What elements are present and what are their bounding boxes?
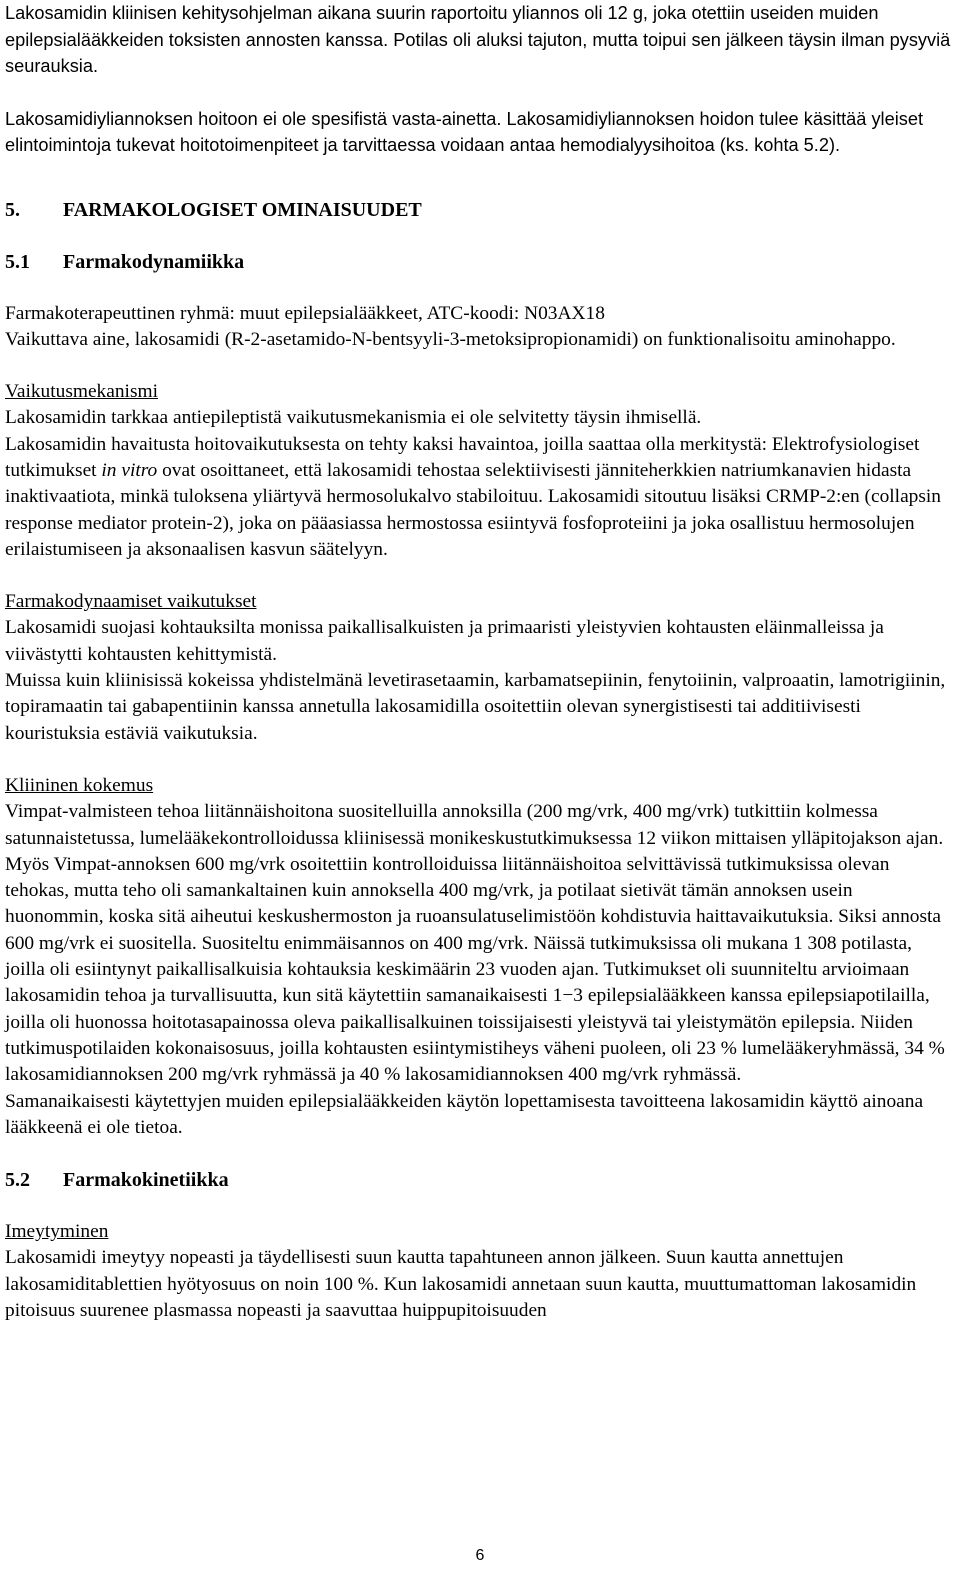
page-number: 6 [475,1547,485,1564]
section-title: Farmakokinetiikka [63,1169,229,1192]
mechanism-text-b: ovat osoittaneet, että lakosamidi tehostaa selektiivisesti jänniteherkkien natriumkanavien hidasta inaktivaatiota, minkä tuloksena yliärtyvä hermosolukalvo stabiloituu. Lakosamidi sitoutuu lisäksi CRMP-2:en (collapsin response mediator protein-2), joka on pääasiassa hermostossa esiintyvä fosfoproteiini ja joka osallistuu hermosolujen erilaistumiseen ja aksonaalisen kasvun säätelyyn. [5,459,942,560]
absorption-paragraph: Lakosamidi imeytyy nopeasti ja täydellisesti suun kautta tapahtuneen annon jälkeen. Suun kautta annettujen lakosamiditablettien hyötyosuus on noin 100 %. Kun lakosamidi annetaan suun kautta, muuttumattoman lakosamidin pitoisuus suurenee plasmassa nopeasti ja saavuttaa huippupitoisuuden [5,1247,917,1321]
mechanism-paragraph-1: Lakosamidin tarkkaa antiepileptistä vaikutusmekanismia ei ole selvitetty täysin ihmisellä. [5,407,702,429]
mechanism-text-a: Lakosamidin havaitusta hoitovaikutuksesta on tehty kaksi havaintoa, joilla saattaa olla merkitystä: Elektrofysiologiset tutkimukset [5,433,920,481]
section-5-heading [5,197,955,223]
clinical-paragraph-1: Vimpat-valmisteen tehoa liitännäishoitona suositelluilla annoksilla (200 mg/vrk, 400 mg/vrk) tutkittiin kolmessa satunnaistetussa, lumelääkekontrolloidussa kliinisessä monikeskustutkimuksessa 12 viikon mittaisen ylläpitojakson ajan. Myös Vimpat-annoksen 600 mg/vrk osoitettiin kontrolloiduissa liitännäishoitoa selvittävissä tutkimuksissa olevan tehokas, mutta teho oli samankaltainen kuin annoksella 400 mg/vrk, ja potilaat sietivät tämän annoksen usein huonommin, koska sitä aiheutui keskushermoston ja ruoansulatuselimistöön kohdistuvia haittavaikutuksia. Siksi annosta 600 mg/vrk ei suositella. Suositeltu enimmäisannos on 400 mg/vrk. Näissä tutkimuksissa oli mukana 1 308 potilasta, joilla oli esiintynyt paikallisalkuisia kohtauksia keskimäärin 23 vuoden ajan. Tutkimukset oli suunniteltu arvioimaan lakosamidin tehoa ja turvallisuutta, kun sitä käytettiin samanaikaisesti 1−3 epilepsialääkkeen kanssa epilepsiapotilailla, joilla oli huonossa hoitotasapainossa oleva paikallisalkuinen toissijaisesti yleistyvä tai yleistymätön epilepsia. Niiden tutkimuspotilaiden kokonaisosuus, joilla kohtausten esiintymistiheys väheni puoleen, oli 23 % lumelääkeryhmässä, 34 % lakosamidiannoksen 200 mg/vrk ryhmässä ja 40 % lakosamidiannoksen 400 mg/vrk ryhmässä. [5,801,945,1086]
pd-effects-paragraph-2: Muissa kuin kliinisissä kokeissa yhdistelmänä levetirasetaamin, karbamatsepiinin, fenytoiinin, valproaatin, lamotrigiinin, topiramaatin tai gabapentiinin kanssa annetulla lakosamidilla osoitettiin olevan synergistisesti tai additiivisesti kouristuksia estäviä vaikutuksia. [5,670,946,744]
section-title: Farmakodynamiikka [63,250,245,273]
clinical-paragraph-2: Samanaikaisesti käytettyjen muiden epilepsialääkkeiden käytön lopettamisesta tavoitteena lakosamidin käyttö ainoana lääkkeenä ei ole tietoa. [5,1090,924,1138]
section-number: 5.2 [5,1169,30,1192]
active-substance-paragraph: Vaikuttava aine, lakosamidi (R-2-asetamido-N-bentsyyli-3-metoksipropionamidi) on funktionalisoitu aminohappo. [5,328,896,350]
in-vitro-italic: in vitro [101,459,158,481]
document-page [5,0,955,1324]
section-number: 5. [5,198,20,221]
overdose-paragraph: Lakosamidin kliinisen kehitysohjelman aikana suurin raportoitu yliannos oli 12 g, joka otettiin useiden muiden epilepsialääkkeiden toksisten annosten kanssa. Potilas oli aluksi tajuton, mutta toipui sen jälkeen täysin ilman pysyviä seurauksia. [5,3,951,76]
section-5-2-heading [5,1167,955,1193]
mechanism-heading: Vaikutusmekanismi [5,381,158,403]
section-number: 5.1 [5,250,30,273]
pd-effects-paragraph-1: Lakosamidi suojasi kohtauksilta monissa paikallisalkuisten ja primaaristi yleistyvien kohtausten eläinmalleissa ja viivästytti kohtausten kehittymistä. [5,617,884,665]
clinical-heading: Kliininen kokemus [5,774,154,796]
mechanism-paragraph-2 [5,432,955,563]
section-5-1-heading [5,249,955,275]
overdose-treatment-paragraph: Lakosamidiyliannoksen hoitoon ei ole spesifistä vasta-ainetta. Lakosamidiyliannoksen hoidon tulee käsittää yleiset elintoimintoja tukevat hoitotoimenpiteet ja tarvittaessa voidaan antaa hemodialyysihoitoa (ks. kohta 5.2). [5,108,924,155]
pd-effects-heading: Farmakodynaamiset vaikutukset [5,591,257,613]
absorption-heading: Imeytyminen [5,1221,109,1243]
pharmacotherapeutic-group: Farmakoterapeuttinen ryhmä: muut epilepsialääkkeet, ATC-koodi: N03AX18 [5,302,605,324]
section-title: FARMAKOLOGISET OMINAISUUDET [63,198,422,221]
